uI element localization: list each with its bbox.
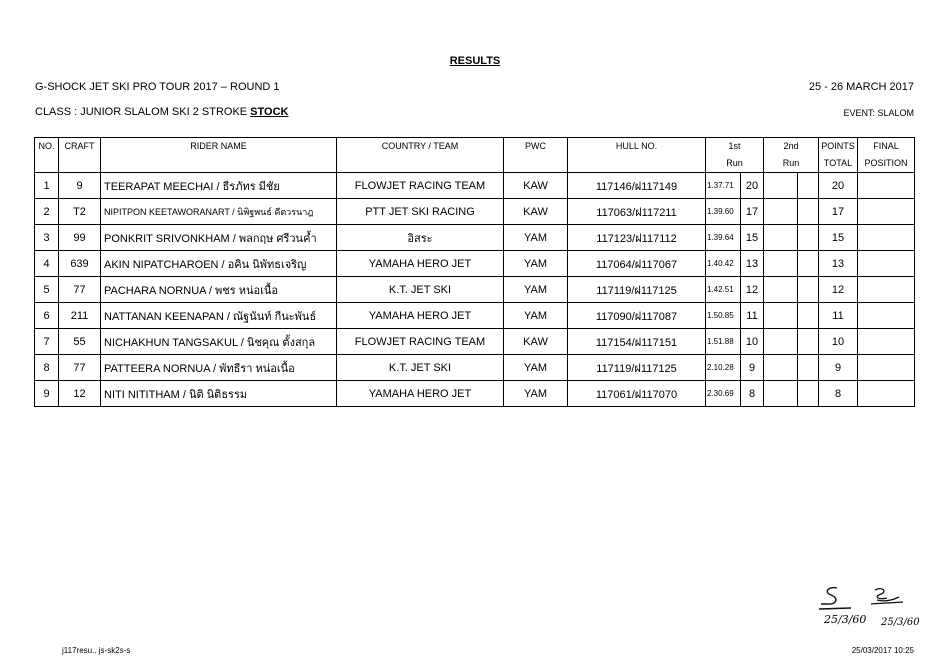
footer-timestamp: 25/03/2017 10:25 [851, 646, 914, 655]
cell-rider: TEERAPAT MEECHAI / ธีรภัทร มีชัย [101, 173, 337, 199]
cell-rider: NITI NITITHAM / นิติ นิติธรรม [101, 381, 337, 407]
cell-rider: PACHARA NORNUA / พชร หน่อเนื้อ [101, 277, 337, 303]
cell-final [858, 355, 915, 381]
cell-pwc: YAM [504, 277, 568, 303]
table-row [35, 329, 915, 355]
header-blank [568, 154, 706, 173]
cell-total: 15 [819, 225, 858, 251]
cell-no: 7 [35, 329, 59, 355]
header-points: POINTS [819, 138, 858, 155]
header-blank [59, 154, 101, 173]
cell-run1-points: 10 [741, 329, 764, 355]
cell-final [858, 173, 915, 199]
cell-run2-time [764, 199, 798, 225]
cell-rider: NATTANAN KEENAPAN / ณัฐนันท์ กีนะพันธ์ [101, 303, 337, 329]
cell-pwc: YAM [504, 303, 568, 329]
cell-team: K.T. JET SKI [337, 355, 504, 381]
cell-run2-points [798, 173, 819, 199]
header-blank [101, 154, 337, 173]
cell-total: 17 [819, 199, 858, 225]
cell-rider: NICHAKHUN TANGSAKUL / นิชคุณ ตั้งสกุล [101, 329, 337, 355]
signature-date-1: 25/3/60 [824, 613, 867, 626]
tour-name: G-SHOCK JET SKI PRO TOUR 2017 – ROUND 1 [35, 81, 280, 93]
cell-total: 10 [819, 329, 858, 355]
cell-run1-time: 1.39.60 [706, 199, 741, 225]
cell-run1-points: 13 [741, 251, 764, 277]
header-final: FINAL [858, 138, 915, 155]
table-row [35, 303, 915, 329]
cell-run2-points [798, 225, 819, 251]
cell-craft: 639 [59, 251, 101, 277]
header-blank [35, 154, 59, 173]
table-row [35, 251, 915, 277]
header-craft: CRAFT [59, 138, 101, 155]
results-table [34, 137, 915, 407]
class-prefix: CLASS : JUNIOR SLALOM SKI 2 STROKE [35, 106, 251, 118]
cell-craft: 12 [59, 381, 101, 407]
cell-total: 8 [819, 381, 858, 407]
table-row [35, 355, 915, 381]
cell-craft: 99 [59, 225, 101, 251]
header-country: COUNTRY / TEAM [337, 138, 504, 155]
cell-craft: 211 [59, 303, 101, 329]
cell-team: YAMAHA HERO JET [337, 303, 504, 329]
cell-run2-points [798, 381, 819, 407]
cell-run1-time: 1.40.42 [706, 251, 741, 277]
table-row [35, 199, 915, 225]
cell-run2-points [798, 355, 819, 381]
header-rider: RIDER NAME [101, 138, 337, 155]
signature-date-2: 25/3/60 [881, 617, 920, 628]
cell-team: YAMAHA HERO JET [337, 251, 504, 277]
cell-run2-time [764, 381, 798, 407]
header-hull: HULL NO. [568, 138, 706, 155]
cell-pwc: KAW [504, 173, 568, 199]
cell-no: 4 [35, 251, 59, 277]
event-label: EVENT: SLALOM [843, 108, 914, 118]
handwritten-signatures [815, 580, 915, 616]
header-first-run-sub: Run [706, 154, 764, 173]
cell-run2-time [764, 225, 798, 251]
cell-run2-points [798, 303, 819, 329]
cell-pwc: YAM [504, 251, 568, 277]
cell-run2-points [798, 277, 819, 303]
cell-no: 8 [35, 355, 59, 381]
cell-run1-points: 11 [741, 303, 764, 329]
header-blank [504, 154, 568, 173]
cell-final [858, 251, 915, 277]
cell-run1-points: 20 [741, 173, 764, 199]
page-title: RESULTS [449, 55, 501, 67]
cell-hull: 117123/ฝ117112 [568, 225, 706, 251]
cell-run2-points [798, 199, 819, 225]
cell-hull: 117063/ฝ117211 [568, 199, 706, 225]
cell-rider: PONKRIT SRIVONKHAM / พลกฤษ ศรีวนค้ำ [101, 225, 337, 251]
header-second-run-sub: Run [764, 154, 819, 173]
cell-run2-points [798, 329, 819, 355]
header-no: NO. [35, 138, 59, 155]
cell-final [858, 225, 915, 251]
cell-no: 2 [35, 199, 59, 225]
header-final-sub: POSITION [858, 154, 915, 173]
cell-run1-points: 17 [741, 199, 764, 225]
cell-run2-time [764, 173, 798, 199]
cell-team: FLOWJET RACING TEAM [337, 329, 504, 355]
cell-total: 13 [819, 251, 858, 277]
cell-run1-time: 1.51.88 [706, 329, 741, 355]
cell-run2-time [764, 329, 798, 355]
header-second-run: 2nd [764, 138, 819, 155]
cell-hull: 117061/ฝ117070 [568, 381, 706, 407]
cell-team: FLOWJET RACING TEAM [337, 173, 504, 199]
header-points-sub: TOTAL [819, 154, 858, 173]
cell-total: 9 [819, 355, 858, 381]
cell-final [858, 277, 915, 303]
cell-no: 3 [35, 225, 59, 251]
table-row [35, 173, 915, 199]
cell-rider: PATTEERA NORNUA / พัทธีรา หน่อเนื้อ [101, 355, 337, 381]
cell-final [858, 303, 915, 329]
class-label [35, 106, 288, 118]
cell-no: 6 [35, 303, 59, 329]
cell-total: 20 [819, 173, 858, 199]
cell-rider: AKIN NIPATCHAROEN / อคิน นิพัทธเจริญ [101, 251, 337, 277]
cell-craft: 55 [59, 329, 101, 355]
cell-craft: T2 [59, 199, 101, 225]
cell-team: K.T. JET SKI [337, 277, 504, 303]
cell-run2-points [798, 251, 819, 277]
cell-hull: 117119/ฝ117125 [568, 355, 706, 381]
cell-hull: 117064/ฝ117067 [568, 251, 706, 277]
cell-run2-time [764, 355, 798, 381]
cell-run1-points: 9 [741, 355, 764, 381]
cell-total: 11 [819, 303, 858, 329]
cell-run2-time [764, 277, 798, 303]
cell-run2-time [764, 251, 798, 277]
table-row [35, 277, 915, 303]
cell-run1-points: 15 [741, 225, 764, 251]
cell-final [858, 329, 915, 355]
cell-hull: 117154/ฝ117151 [568, 329, 706, 355]
cell-no: 5 [35, 277, 59, 303]
cell-run1-time: 1.37.71 [706, 173, 741, 199]
cell-pwc: YAM [504, 225, 568, 251]
cell-run1-time: 1.50.85 [706, 303, 741, 329]
event-dates: 25 - 26 MARCH 2017 [808, 81, 914, 93]
cell-run1-points: 12 [741, 277, 764, 303]
cell-hull: 117146/ฝ117149 [568, 173, 706, 199]
cell-no: 1 [35, 173, 59, 199]
cell-no: 9 [35, 381, 59, 407]
cell-pwc: YAM [504, 381, 568, 407]
cell-pwc: KAW [504, 329, 568, 355]
cell-rider: NIPITPON KEETAWORANART / นิพิฐพนธ์ คีตวรนาฎ [101, 199, 337, 225]
footer-file-ref: j117resu.. js-sk2s-s [62, 646, 131, 655]
cell-team: PTT JET SKI RACING [337, 199, 504, 225]
cell-run1-time: 1.39.64 [706, 225, 741, 251]
cell-hull: 117090/ฝ117087 [568, 303, 706, 329]
cell-final [858, 381, 915, 407]
cell-hull: 117119/ฝ117125 [568, 277, 706, 303]
header-pwc: PWC [504, 138, 568, 155]
cell-run1-time: 1.42.51 [706, 277, 741, 303]
cell-craft: 77 [59, 277, 101, 303]
header-first-run: 1st [706, 138, 764, 155]
cell-pwc: KAW [504, 199, 568, 225]
cell-craft: 9 [59, 173, 101, 199]
table-row [35, 381, 915, 407]
cell-craft: 77 [59, 355, 101, 381]
cell-run1-time: 2.30.69 [706, 381, 741, 407]
header-blank [337, 154, 504, 173]
cell-team: YAMAHA HERO JET [337, 381, 504, 407]
cell-final [858, 199, 915, 225]
cell-run1-points: 8 [741, 381, 764, 407]
table-row [35, 225, 915, 251]
cell-total: 12 [819, 277, 858, 303]
cell-pwc: YAM [504, 355, 568, 381]
cell-team: อิสระ [337, 225, 504, 251]
class-stock: STOCK [250, 106, 289, 118]
cell-run1-time: 2.10.28 [706, 355, 741, 381]
cell-run2-time [764, 303, 798, 329]
